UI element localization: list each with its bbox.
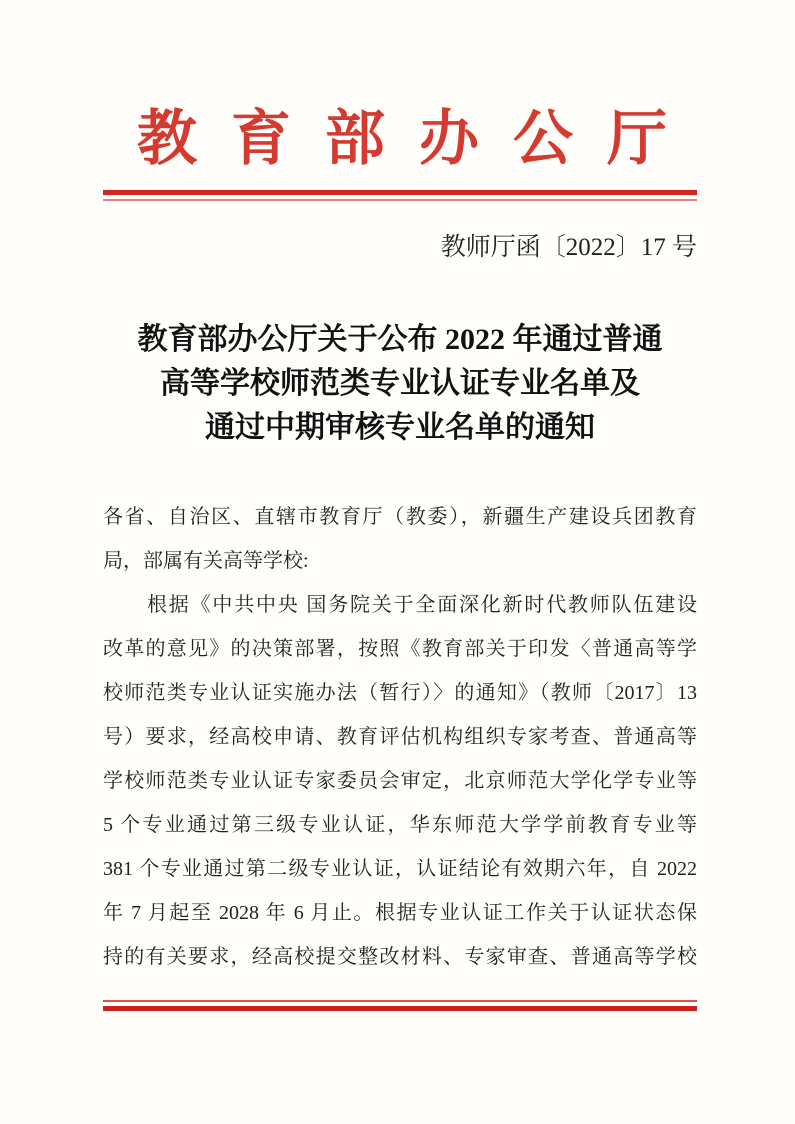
body-line: 5 个专业通过第三级专业认证，华东师范大学学前教育专业等	[103, 814, 697, 836]
body-line: 改革的意见》的决策部署，按照《教育部关于印发〈普通高等学	[103, 638, 697, 660]
body-line: 学校师范类专业认证专家委员会审定，北京师范大学化学专业等	[103, 770, 697, 792]
body-line: 根据《中共中央 国务院关于全面深化新时代教师队伍建设	[147, 594, 697, 616]
body-line: 年 7 月起至 2028 年 6 月止。根据专业认证工作关于认证状态保	[103, 902, 697, 924]
body-line: 校师范类专业认证实施办法（暂行）〉的通知》（教师〔2017〕13	[103, 682, 697, 704]
notice-title-line: 教育部办公厅关于公布 2022 年通过普通	[137, 323, 663, 356]
salutation-line: 各省、自治区、直辖市教育厅（教委），新疆生产建设兵团教育	[103, 506, 697, 528]
body-line: 号）要求，经高校申请、教育评估机构组织专家考查、普通高等	[103, 726, 697, 748]
document-number: 教师厅函〔2022〕17 号	[440, 234, 697, 261]
salutation-line: 局，部属有关高等学校:	[103, 550, 309, 572]
body-line: 381 个专业通过第二级专业认证，认证结论有效期六年，自 2022	[103, 858, 697, 880]
notice-title-line: 通过中期审核专业名单的通知	[205, 411, 595, 444]
letterhead-double-rule	[103, 190, 697, 201]
letterhead-org-name: 教育部办公厅	[137, 106, 701, 172]
notice-title	[103, 318, 697, 450]
body-line: 持的有关要求，经高校提交整改材料、专家审查、普通高等学校	[103, 946, 697, 968]
notice-title-line: 高等学校师范类专业认证专业名单及	[160, 367, 640, 400]
footer-double-rule	[103, 1000, 697, 1011]
notice-body	[103, 495, 697, 979]
